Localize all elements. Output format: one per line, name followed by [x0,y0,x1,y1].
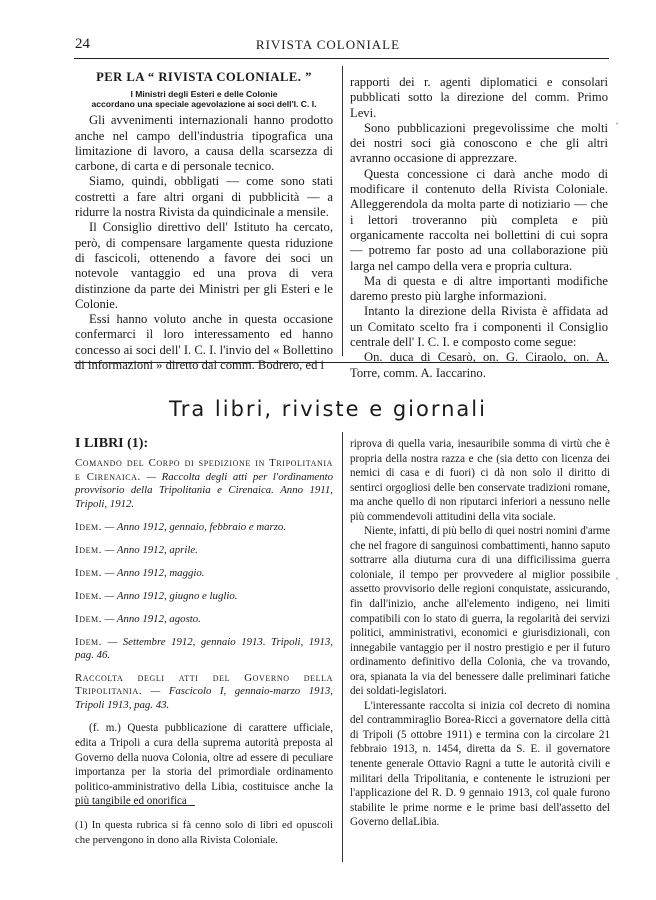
section-left-column [75,436,333,809]
article-paragraph: Intanto la direzione della Rivista è affidata ad un Comitato scelto fra i componenti il Consiglio centrale dell' I. C. I. e composto come segue: [350,304,608,350]
idem-label: Idem. [75,589,103,602]
section-title: Tra libri, riviste e giornali [169,397,487,421]
review-paragraph: riprova di quella varia, inesauribile somma di virtù che è propria della nostra razza e che (sia detto con licenza dei nemici di casa e di fuori) ci dà non solo il diritto di sentirci orgogliosi delle ben conservate tradizioni romane, ma anche quello di non riputarci inferiori a nessuno nelle più commendevoli attitudini della vita sociale. [350,438,610,523]
entry-head: Comando del Corpo di spedizione in Tripolitania e Cirenaica. [75,457,333,483]
entry-head: Raccolta degli atti del Governo della Tripolitania. [75,671,333,698]
article-paragraph: rapporti dei r. agenti diplomatici e consolari pubblicati sotto la direzione del comm. Primo Levi. [350,75,608,120]
article-paragraph: Il Consiglio direttivo dell' Istituto ha cercato, però, di compensare largamente questa riduzione di fascicoli, ottenendo a favore dei soci un notevole vantaggio ed una prova di vera distinzione da parte dei Ministri per gli Esteri e le Colonie. [75,220,333,311]
header-rule [74,58,609,59]
article-paragraph: On. duca di Cesarò, on. G. Ciraolo, on. A. Torre, comm. A. Iaccarino. [350,350,608,380]
footnote-rule [75,805,195,806]
book-entry [75,672,333,713]
entry-body: — Raccolta degli atti per l'ordinamento provvisorio della Tripolitania e Cirenaica. Anno 1911, Tripoli, 1912. [75,470,333,511]
idem-text: — Anno 1912, giugno e luglio. [104,589,238,602]
idem-text: — Anno 1912, gennaio, febbraio e marzo. [104,520,287,533]
article-left-column [75,66,333,373]
article-right-column [350,75,608,381]
idem-label: Idem. [75,612,103,625]
article-paragraph: Essi hanno voluto anche in questa occasione confermarci il loro interessamento ed hanno concesso ai soci dell' I. C. I. l'invio del « Bollettino di informazioni » diretto dal comm. Bodrero, ed i [75,312,333,373]
entry-body: — Fascicolo I, gennaio-marzo 1913, Tripoli 1913, pag. 43. [75,685,333,711]
idem-text: — Anno 1912, aprile. [104,543,198,556]
article-title: PER LA “ RIVISTA COLONIALE. ” [96,70,312,84]
libri-heading: I LIBRI (1): [75,436,149,451]
margin-mark: ˈ [615,120,619,134]
idem-entry [75,590,333,603]
book-entry [75,457,333,511]
article-subtitle-2: accordano una speciale agevolazione ai soci dell'I. C. I. [91,99,317,110]
idem-label: Idem. [75,635,103,648]
page-number: 24 [75,36,90,52]
section-rule [74,362,609,363]
column-rule [342,66,343,356]
idem-text: — Anno 1912, maggio. [104,566,205,579]
article-paragraph: Siamo, quindi, obbligati — come sono stati costretti a fare altri organi di pubblicità — a ridurre la nostra Rivista da quindicinale a mensile. [75,174,333,220]
article-paragraph: Ma di questa e di altre importanti modifiche daremo presto più larghe informazioni. [350,273,608,304]
idem-label: Idem. [75,566,103,579]
idem-entry [75,613,333,626]
article-paragraph: Gli avvenimenti internazionali hanno prodotto anche nel campo dell'industria tipografica una limitazione di lavoro, a causa della scarsezza di carbone, di carta e di personale tecnico. [75,113,333,174]
idem-entry [75,521,333,534]
review-paragraph: (f. m.) Questa pubblicazione di carattere ufficiale, edita a Tripoli a cura della suprema autorità preposta al Governo della nuova Colonia, oltre ad essere di peculiare importanza per la storia del primordiale ordinamento politico-amministrativo della Libia, costituisce anche la più tangibile ed onorifica [75,722,333,808]
review-paragraph: L'interessante raccolta si inizia col decreto di nomina del contrammiraglio Borea-Ricci a governatore della città di Tripoli (5 ottobre 1911) e termina con la circolare 21 febbraio 1913, n. 1454, diretta da S. E. il governatore tenente generale Ottavio Ragni a tutte le autorità civili e militari della Tripolitania, e contenente le istruzioni per l'applicazione del R. D. 9 gennaio 1913, col quale furono stabilite le prime norme e le prime basi dell'assetto del Governo dellaLibia. [350,699,610,829]
review-paragraph: Niente, infatti, di più bello di quei nostri nomini d'arme che nel fragore di sanguinosi combattimenti, hanno saputo sottrarre alla diuturna cura di una difficilissima guerra coloniale, il tempo per provvedere al miglior possibile assetto provvisorio delle regioni conquistate, assicurando, fin dall'inizio, anche all'elemento indigeno, nei limiti compatibili con lo stato di guerra, la regolarità dei servizi politici, amministrativi, economici e giurisdizionali, con innegabile vantaggio per il nostro prestigio e per il futuro ordinamento definitivo della Colonia, che va trovando, ora, spianata la via del benessere dalle preliminari fatiche dei soldati-legislatori. [350,525,610,698]
margin-mark: ˈ [615,575,619,589]
running-title: RIVISTA COLONIALE [255,37,401,52]
article-paragraph: Questa concessione ci darà anche modo di modificare il contenuto della Rivista Coloniale. Alleggerendola da molta parte di notiziario — che i lettori troveranno più completa e più organicamente raccolta nei bollettini di cui sopra — potremo far posto ad una collaborazione più larga nel campo della vera e propria cultura. [350,166,608,273]
article-subtitle-1: I Ministri degli Esteri e delle Colonie [130,89,278,100]
idem-entry [75,636,333,662]
idem-label: Idem. [75,543,103,556]
idem-text: — Anno 1912, agosto. [104,612,201,625]
idem-text: — Settembre 1912, gennaio 1913. Tripoli, 1913, pag. 46. [75,635,333,661]
footnote: (1) In questa rubrica si fà cenno solo di libri ed opuscoli che pervengono in dono alla Rivista Coloniale. [75,819,333,846]
idem-entry [75,567,333,580]
section-right-column [350,437,610,830]
column-rule [342,432,343,862]
idem-entry [75,544,333,557]
idem-label: Idem. [75,520,103,533]
article-paragraph: Sono pubblicazioni pregevolissime che molti dei nostri soci già conoscono e che gli altri avranno occasione di apprezzare. [350,120,608,166]
